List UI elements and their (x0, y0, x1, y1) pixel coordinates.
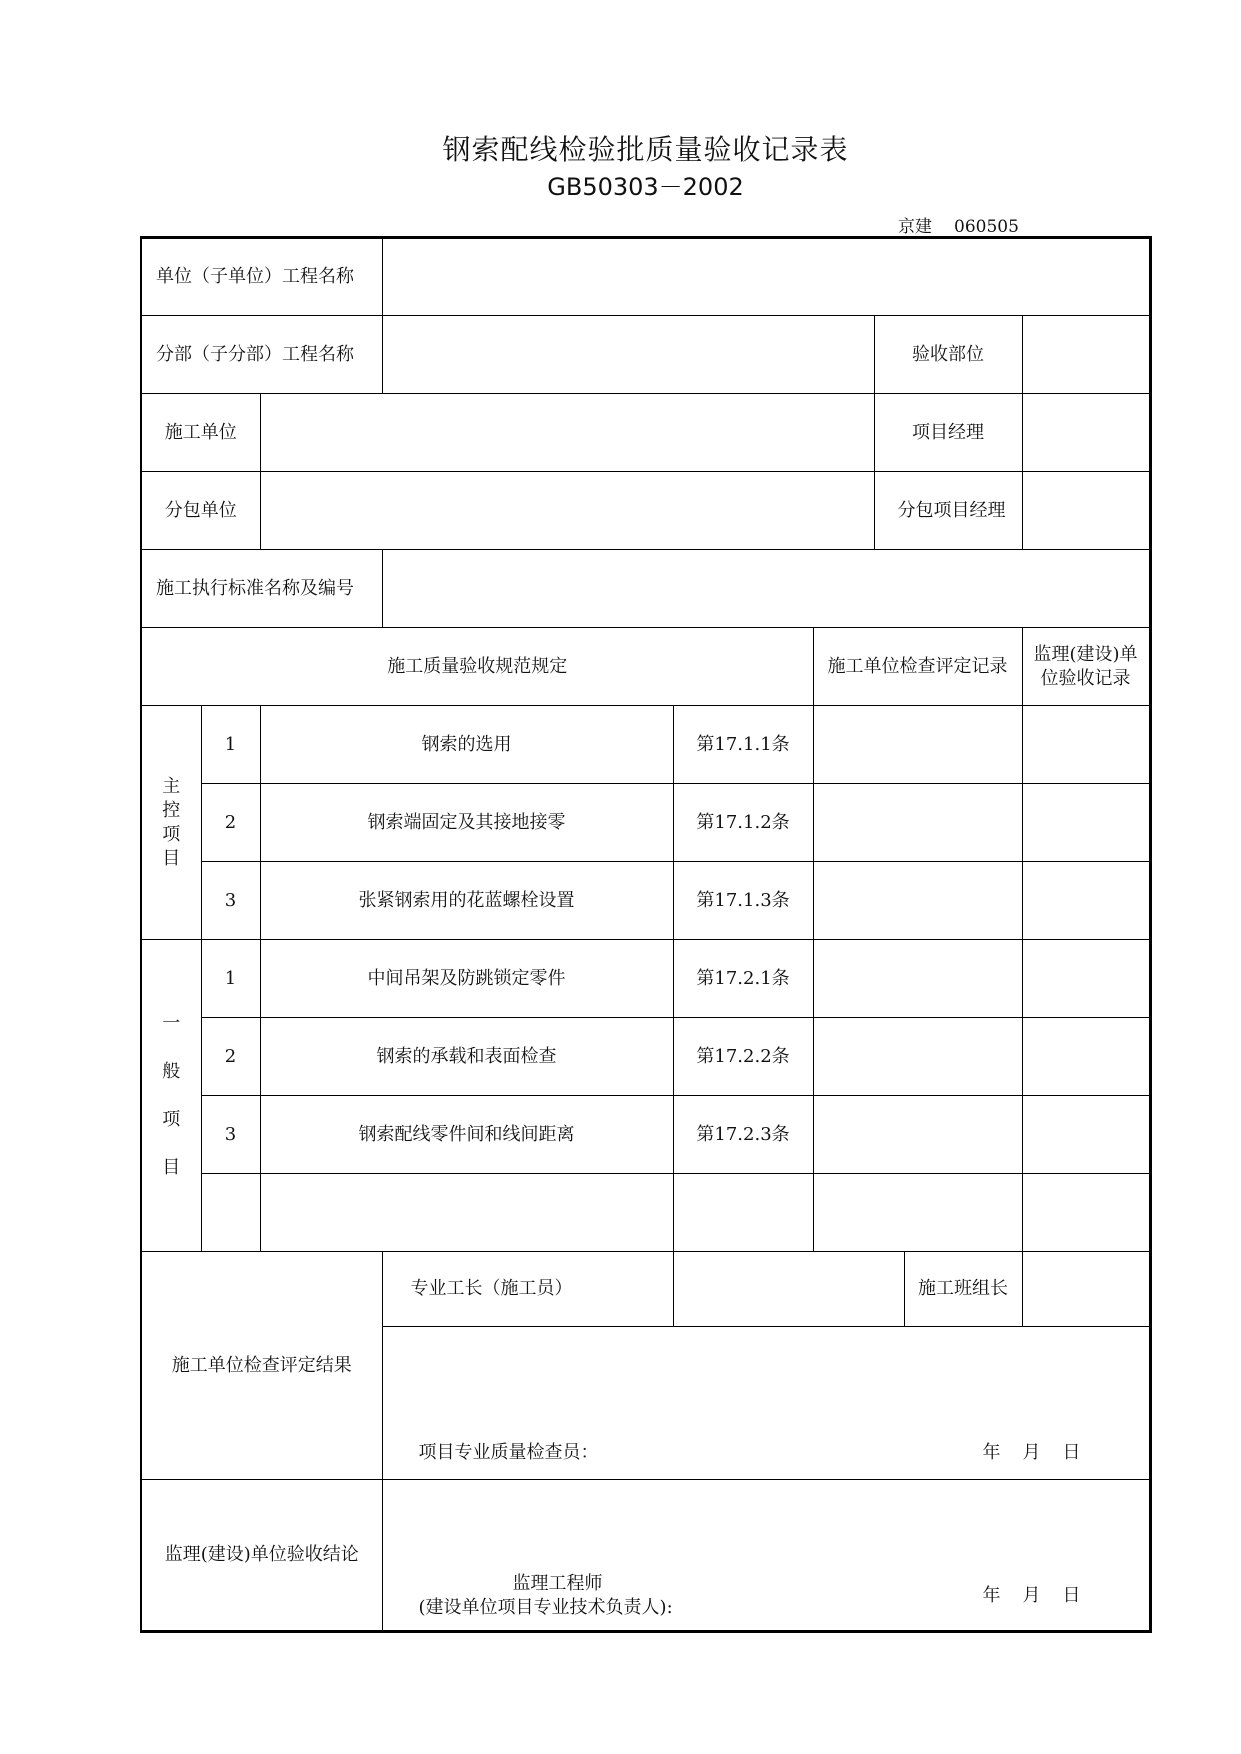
item-name: 钢索的承载和表面检查 (260, 1018, 673, 1096)
item-clause-empty[interactable] (673, 1174, 813, 1252)
supervisor-record-cell[interactable] (1022, 1096, 1150, 1174)
item-number-empty[interactable] (201, 1174, 260, 1252)
item-clause: 第17.2.3条 (673, 1096, 813, 1174)
unit-project-label: 单位（子单位）工程名称 (141, 238, 382, 316)
supervisor-record-cell[interactable] (1022, 1174, 1150, 1252)
general-items-group-label: 一 般 项 目 (141, 940, 201, 1252)
contractor-record-cell[interactable] (813, 862, 1022, 940)
supervisor-record-cell[interactable] (1022, 862, 1150, 940)
supervisor-record-cell[interactable] (1022, 1018, 1150, 1096)
contractor-result-area[interactable] (382, 1327, 1150, 1480)
subcontractor-label: 分包单位 (141, 472, 260, 550)
acceptance-form-table (140, 236, 1152, 1633)
contractor-record-cell[interactable] (813, 940, 1022, 1018)
contractor-result-label: 施工单位检查评定结果 (141, 1252, 382, 1480)
item-clause: 第17.2.1条 (673, 940, 813, 1018)
foreman-label: 专业工长（施工员） (382, 1252, 673, 1327)
sub-project-manager-label: 分包项目经理 (874, 472, 1022, 550)
form-title: 钢索配线检验批质量验收记录表 (442, 133, 849, 166)
item-number: 2 (201, 784, 260, 862)
item-clause: 第17.1.2条 (673, 784, 813, 862)
engineer-label: 监理工程师 (512, 1573, 603, 1594)
item-number: 3 (201, 1096, 260, 1174)
item-clause: 第17.2.2条 (673, 1018, 813, 1096)
item-number: 3 (201, 862, 260, 940)
supervisor-record-cell[interactable] (1022, 940, 1150, 1018)
contractor-field[interactable] (260, 394, 874, 472)
item-name: 张紧钢索用的花蓝螺栓设置 (260, 862, 673, 940)
item-number: 1 (201, 940, 260, 1018)
form-code (898, 212, 1019, 237)
unit-project-field[interactable] (382, 238, 1150, 316)
inspector-date-label: 年 月 日 (982, 1442, 1083, 1463)
acceptance-part-field[interactable] (1022, 316, 1150, 394)
foreman-field[interactable] (673, 1252, 904, 1327)
item-number: 2 (201, 1018, 260, 1096)
contractor-record-cell[interactable] (813, 784, 1022, 862)
subcontractor-field[interactable] (260, 472, 874, 550)
sub-project-field[interactable] (382, 316, 874, 394)
project-manager-label: 项目经理 (874, 394, 1022, 472)
form-code-prefix: 京建 (898, 217, 932, 237)
item-name: 钢索的选用 (260, 706, 673, 784)
team-leader-label: 施工班组长 (904, 1252, 1022, 1327)
supervisor-conclusion-area[interactable] (382, 1480, 1150, 1632)
form-code-number: 060505 (954, 217, 1019, 237)
sub-project-label: 分部（子分部）工程名称 (141, 316, 382, 394)
standard-label: 施工执行标准名称及编号 (141, 550, 382, 628)
sub-project-manager-field[interactable] (1022, 472, 1150, 550)
item-name-empty[interactable] (260, 1174, 673, 1252)
item-name: 钢索配线零件间和线间距离 (260, 1096, 673, 1174)
main-items-group-label: 主 控 项 目 (141, 706, 201, 940)
item-number: 1 (201, 706, 260, 784)
contractor-record-cell[interactable] (813, 1174, 1022, 1252)
supervisor-record-cell[interactable] (1022, 784, 1150, 862)
contractor-record-cell[interactable] (813, 706, 1022, 784)
contractor-record-header: 施工单位检查评定记录 (813, 628, 1022, 706)
engineer-sub-label: (建设单位项目专业技术负责人): (418, 1597, 673, 1618)
standard-code: GB50303－2002 (547, 173, 744, 201)
item-clause: 第17.1.3条 (673, 862, 813, 940)
engineer-date-label: 年 月 日 (982, 1585, 1083, 1606)
contractor-record-cell[interactable] (813, 1018, 1022, 1096)
contractor-label: 施工单位 (141, 394, 260, 472)
supervisor-record-header: 监理(建设)单位验收记录 (1022, 628, 1150, 706)
standard-field[interactable] (382, 550, 1150, 628)
item-name: 中间吊架及防跳锁定零件 (260, 940, 673, 1018)
team-leader-field[interactable] (1022, 1252, 1150, 1327)
spec-header: 施工质量验收规范规定 (141, 628, 813, 706)
contractor-record-cell[interactable] (813, 1096, 1022, 1174)
inspector-label: 项目专业质量检查员： (418, 1442, 599, 1463)
acceptance-part-label: 验收部位 (874, 316, 1022, 394)
item-name: 钢索端固定及其接地接零 (260, 784, 673, 862)
supervisor-record-cell[interactable] (1022, 706, 1150, 784)
project-manager-field[interactable] (1022, 394, 1150, 472)
item-clause: 第17.1.1条 (673, 706, 813, 784)
supervisor-conclusion-label: 监理(建设)单位验收结论 (141, 1480, 382, 1632)
